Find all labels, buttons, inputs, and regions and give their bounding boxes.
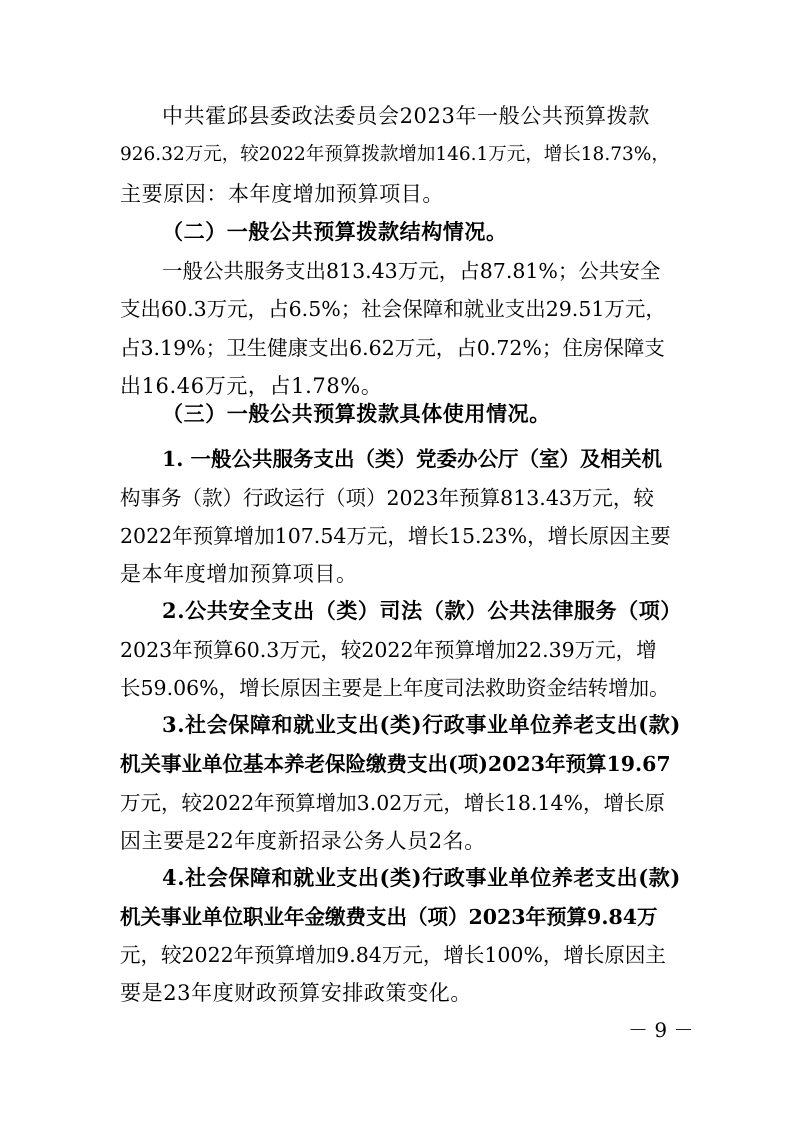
paragraph-line: 占3.19%；卫生健康支出6.62万元，占0.72%；住房保障支 (120, 336, 665, 360)
paragraph-line: 元，较2022年预算增加9.84万元，增长100%，增长原因主 (120, 943, 666, 967)
paragraph-line: 支出60.3万元，占6.5%；社会保障和就业支出29.51万元， (120, 297, 666, 321)
item-heading: 2.公共安全支出（类）司法（款）公共法律服务（项） (162, 598, 682, 623)
paragraph-line: 是本年度增加预算项目。 (120, 562, 358, 586)
item-heading: 4.社会保障和就业支出(类)行政事业单位养老支出(款) (162, 865, 681, 890)
paragraph-line: 926.32万元，较2022年预算拨款增加146.1万元，增长18.73%， (120, 144, 670, 165)
section-heading: （二）一般公共预算拨款结构情况。 (162, 219, 508, 244)
paragraph-line: 构事务（款）行政运行（项）2023年预算813.43万元，较 (120, 486, 654, 510)
section-heading: （三）一般公共预算拨款具体使用情况。 (162, 401, 551, 426)
paragraph-line: 一般公共服务支出813.43万元，占87.81%；公共安全 (162, 259, 661, 283)
paragraph-line: 2022年预算增加107.54万元，增长15.23%，增长原因主要 (120, 524, 671, 548)
item-heading: 机关事业单位基本养老保险缴费支出(项)2023年预算19.67 (120, 752, 671, 776)
paragraph-line: 要是23年度财政预算安排政策变化。 (120, 981, 472, 1005)
paragraph-line: 中共霍邱县委政法委员会2023年一般公共预算拨款 (162, 104, 650, 128)
item-heading: 1. 一般公共服务支出（类）党委办公厅（室）及相关机 (162, 447, 663, 471)
paragraph-line: 2023年预算60.3万元，较2022年预算增加22.39万元，增 (120, 638, 657, 662)
item-heading: 机关事业单位职业年金缴费支出（项）2023年预算9.84万 (120, 905, 658, 929)
paragraph-line: 出16.46万元，占1.78%。 (120, 374, 383, 398)
paragraph-line: 万元，较2022年预算增加3.02万元，增长18.14%，增长原 (120, 791, 665, 815)
paragraph-line: 因主要是22年度新招录公务人员2名。 (120, 829, 486, 853)
page-number: － 9 － (628, 1018, 694, 1042)
item-heading: 3.社会保障和就业支出(类)行政事业单位养老支出(款) (162, 712, 681, 737)
paragraph-line: 长59.06%，增长原因主要是上年度司法救助资金结转增加。 (120, 676, 670, 700)
paragraph-line: 主要原因：本年度增加预算项目。 (120, 182, 444, 206)
